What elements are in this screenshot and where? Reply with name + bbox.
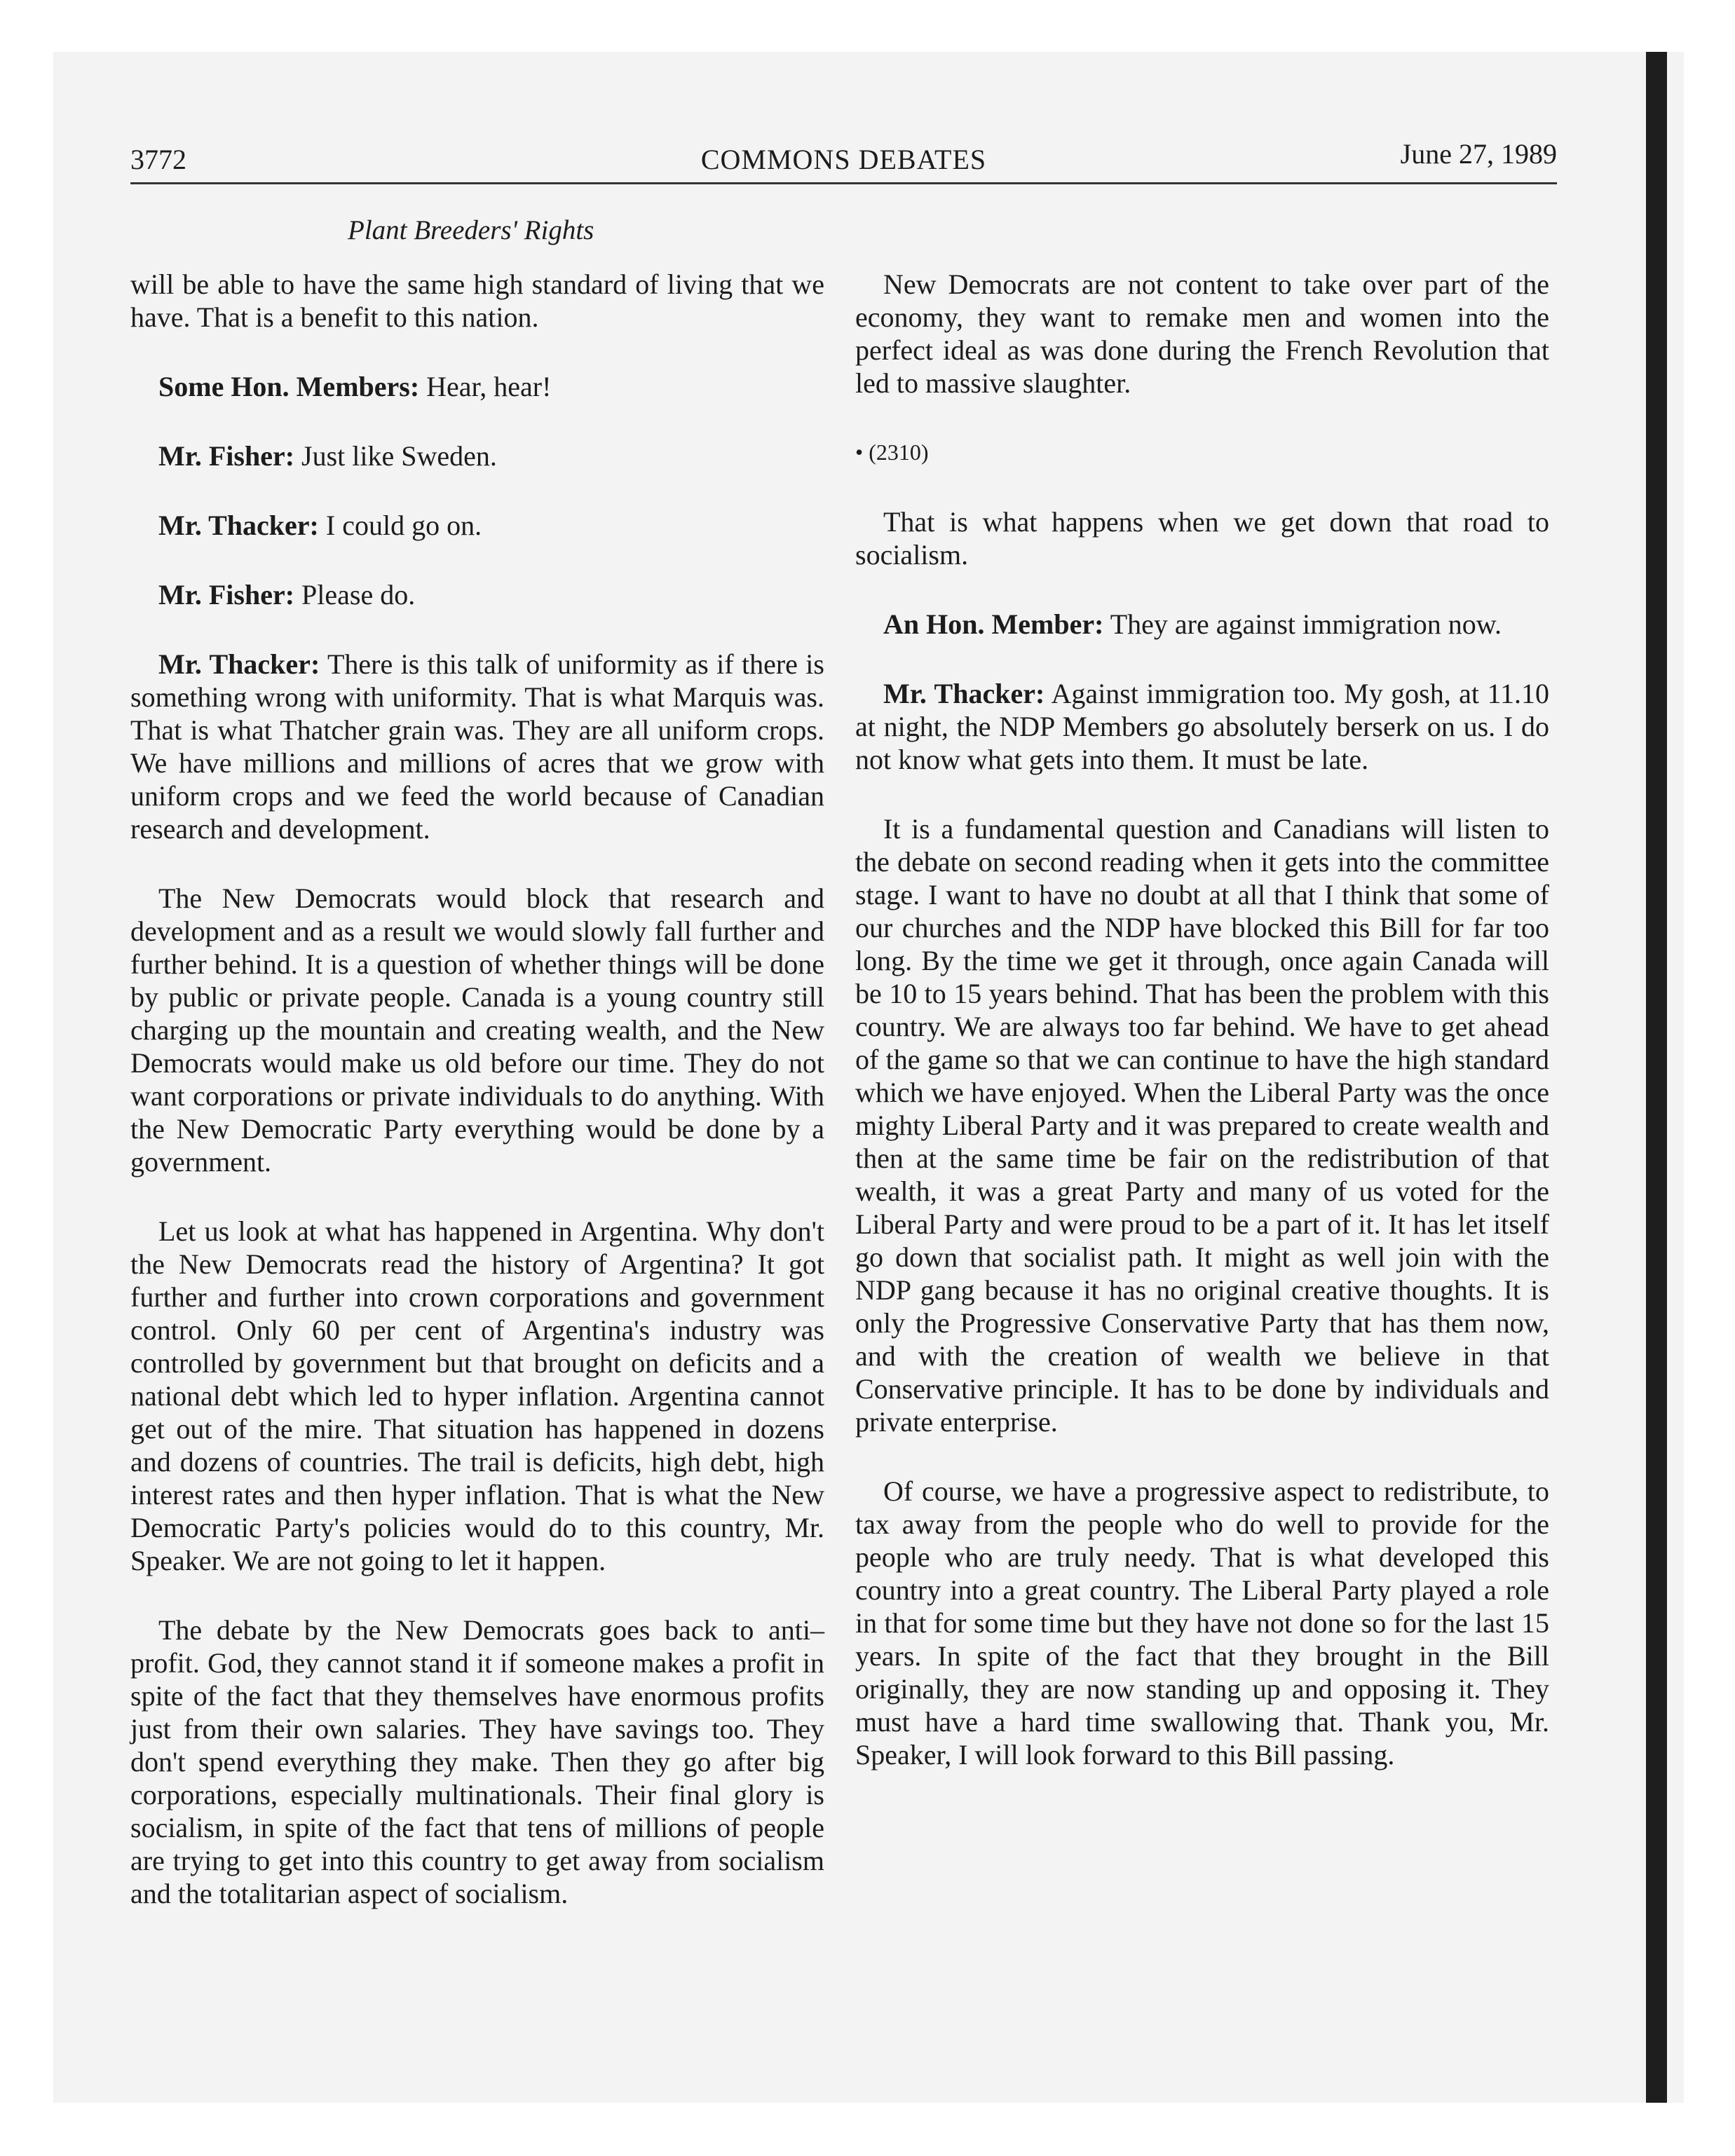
paragraph-text: Just like Sweden. [301, 440, 497, 472]
page-header [130, 137, 1557, 181]
speaker-name: Mr. Fisher: [158, 579, 295, 610]
paragraph-text: Let us look at what has happened in Argentina. Why don't the New Democrats read the history of Argentina? It got further and further into crown corporations and government control. Only 60 per cent of Argentina's industry was controlled by government but that brought on deficits and a national debt which led to hyper inflation. Argentina cannot get out of the mire. That situation has happened in dozens and dozens of countries. The trail is deficits, high debt, high interest rates and then hyper inflation. That is what the New Democratic Party's policies would do to this country, Mr. Speaker. We are not going to let it happen. [130, 1215, 824, 1576]
paragraph-text: Of course, we have a progressive aspect to redistribute, to tax away from the people who do well to provide for the people who are truly needy. That is what developed this country into a great country. The Liberal Party played a role in that for some time but they have not done so for the last 15 years. In spite of the fact that they brought in the Bill originally, they are now standing up and opposing it. They must have a hard time swallowing that. Thank you, Mr. Speaker, I will look forward to this Bill passing. [855, 1475, 1549, 1770]
paragraph [130, 578, 824, 611]
paragraph [855, 608, 1549, 641]
header-rule [130, 182, 1557, 184]
page-number: 3772 [130, 144, 186, 175]
paragraph-text: The debate by the New Democrats goes back to anti–profit. God, they cannot stand it if someone makes a profit in spite of the fact that they themselves have enormous profits just from their own salaries. They have savings too. They don't spend everything they make. Then they go after big corporations, especially multinationals. Their final glory is socialism, in spite of the fact that tens of millions of people are trying to get into this country to get away from socialism and the totalitarian aspect of socialism. [130, 1614, 824, 1909]
speaker-name: Mr. Thacker: [158, 648, 320, 680]
scan-edge-bar [1646, 52, 1667, 2103]
paragraph-text: There is this talk of uniformity as if there is something wrong with uniformity. That is what Marquis was. That is what Thatcher grain was. They are all uniform crops. We have millions and millions of acres that we grow with uniform crops and we feed the world because of Canadian research and development. [130, 648, 824, 845]
paragraph [855, 268, 1549, 400]
paragraph-text: They are against immigration now. [1110, 608, 1502, 640]
paragraph-text: The New Democrats would block that research and development and as a result we would slowly fall further and further behind. It is a question of whether things will be done by public or private people. Canada is a young country still charging up the mountain and creating wealth, and the New Democrats would make us old before our time. They do not want corporations or private individuals to do anything. With the New Democratic Party everything would be done by a government. [130, 882, 824, 1178]
paragraph-text: Please do. [301, 579, 416, 610]
paragraph [855, 505, 1549, 571]
speaker-name: An Hon. Member: [883, 608, 1104, 640]
time-marker [855, 436, 1549, 469]
speaker-name: Mr. Thacker: [883, 678, 1045, 709]
subject-heading: Plant Breeders' Rights [348, 215, 594, 245]
paragraph [130, 1215, 824, 1577]
paragraph-text: I could go on. [325, 510, 482, 541]
paragraph [130, 1613, 824, 1910]
speaker-name: Some Hon. Members: [158, 371, 420, 402]
paragraph-text: Against immigration too. My gosh, at 11.10 at night, the NDP Members go absolutely berserk on us. I do not know what gets into them. It must be late. [855, 678, 1549, 775]
page-date: June 27, 1989 [1400, 138, 1557, 170]
speaker-name: Mr. Thacker: [158, 510, 319, 541]
paragraph [855, 677, 1549, 776]
paragraph [130, 509, 824, 542]
paragraph-text: will be able to have the same high standard of living that we have. That is a benefit to this nation. [130, 268, 824, 333]
paragraph [130, 439, 824, 472]
paragraph-text: That is what happens when we get down that road to socialism. [855, 506, 1549, 571]
time-marker-text: • (2310) [855, 439, 929, 465]
right-column [855, 268, 1549, 1808]
paragraph [855, 812, 1549, 1438]
paragraph-text: It is a fundamental question and Canadians will listen to the debate on second reading when it gets into the committee stage. I want to have no doubt at all that I think that some of our churches and the NDP have blocked this Bill for far too long. By the time we get it through, once again Canada will be 10 to 15 years behind. That has been the problem with this country. We are always too far behind. We have to get ahead of the game so that we can continue to have the high standard which we have enjoyed. When the Liberal Party was the once mighty Liberal Party and it was prepared to create wealth and then at the same time be fair on the redistribution of that wealth, it was a great Party and many of us voted for the Liberal Party and were proud to be a part of it. It has let itself go down that socialist path. It might as well join with the NDP gang because it has no original creative thoughts. It is only the Progressive Conservative Party that has them now, and with the creation of wealth we believe in that Conservative principle. It has to be done by individuals and private enterprise. [855, 813, 1549, 1438]
running-title: COMMONS DEBATES [700, 144, 987, 175]
paragraph [130, 268, 824, 334]
paragraph [130, 370, 824, 403]
paragraph-text: Hear, hear! [426, 371, 552, 402]
paragraph-text: New Democrats are not content to take over part of the economy, they want to remake men and women into the perfect ideal as was done during the French Revolution that led to massive slaughter. [855, 268, 1549, 399]
paragraph [130, 882, 824, 1178]
speaker-name: Mr. Fisher: [158, 440, 295, 472]
paragraph [130, 648, 824, 845]
left-column [130, 268, 824, 1946]
paragraph [855, 1475, 1549, 1771]
